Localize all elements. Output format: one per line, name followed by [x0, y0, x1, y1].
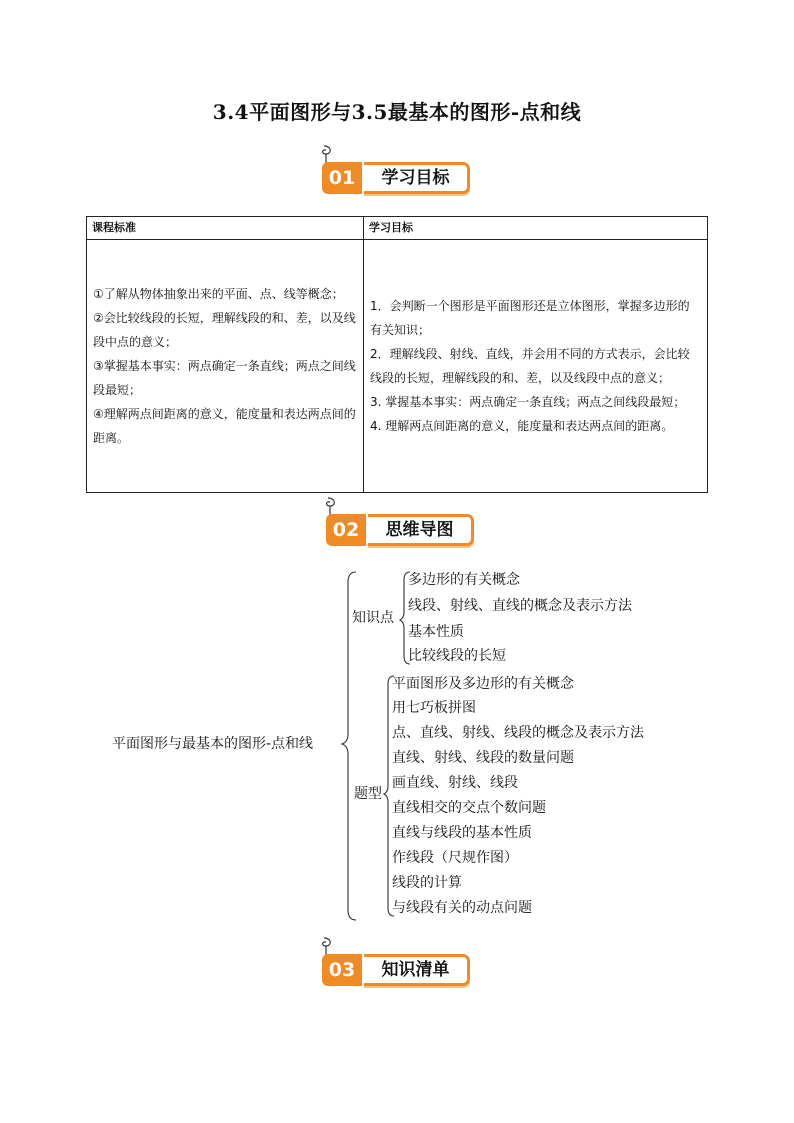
branch-question-types: 题型 — [354, 786, 382, 802]
question-type-item: 画直线、射线、线段 — [392, 775, 518, 791]
standard-item: ①了解从物体抽象出来的平面、点、线等概念； — [93, 287, 344, 301]
question-type-item: 直线与线段的基本性质 — [392, 825, 532, 841]
question-type-item: 用七巧板拼图 — [392, 700, 476, 716]
objective-item: 3. 掌握基本事实：两点确定一条直线；两点之间线段最短； — [370, 395, 686, 409]
section-number: 02 — [326, 514, 366, 546]
objective-item: 4. 理解两点间距离的意义，能度量和表达两点间的距离。 — [370, 419, 674, 433]
standard-item: ③掌握基本事实：两点确定一条直线；两点之间线段最短； — [93, 359, 356, 397]
standard-item: ②会比较线段的长短，理解线段的和、差，以及线段中点的意义； — [93, 311, 356, 349]
section-number: 03 — [322, 954, 362, 986]
question-type-item: 点、直线、射线、线段的概念及表示方法 — [392, 725, 644, 741]
question-type-item: 直线相交的交点个数问题 — [392, 800, 546, 816]
section-label: 知识清单 — [364, 954, 470, 986]
table-header-standards: 课程标准 — [87, 217, 364, 240]
knowledge-item: 多边形的有关概念 — [408, 572, 520, 588]
section-number: 01 — [322, 162, 362, 194]
objective-item: 2．理解线段、射线、直线，并会用不同的方式表示，会比较线段的长短，理解线段的和、差，以及线段中点的意义； — [370, 347, 690, 385]
question-type-item: 线段的计算 — [392, 875, 462, 891]
section-label: 思维导图 — [368, 514, 474, 546]
knowledge-item: 线段、射线、直线的概念及表示方法 — [408, 598, 632, 614]
knowledge-item: 比较线段的长短 — [408, 648, 506, 664]
question-type-item: 直线、射线、线段的数量问题 — [392, 750, 574, 766]
table-header-objectives: 学习目标 — [364, 217, 708, 240]
objective-item: 1．会判断一个图形是平面图形还是立体图形，掌握多边形的有关知识； — [370, 299, 690, 337]
page-title: 3.4平面图形与3.5最基本的图形-点和线 — [212, 100, 582, 124]
section-badge-checklist — [322, 944, 472, 992]
question-type-item: 作线段（尺规作图） — [392, 850, 518, 866]
knowledge-item: 基本性质 — [408, 624, 464, 640]
mindmap-root: 平面图形与最基本的图形-点和线 — [112, 736, 314, 752]
section-label: 学习目标 — [364, 162, 470, 194]
standard-item: ④理解两点间距离的意义，能度量和表达两点间的距离。 — [93, 407, 356, 445]
question-type-item: 与线段有关的动点问题 — [392, 900, 532, 916]
branch-knowledge: 知识点 — [352, 610, 394, 626]
question-type-item: 平面图形及多边形的有关概念 — [392, 676, 574, 692]
